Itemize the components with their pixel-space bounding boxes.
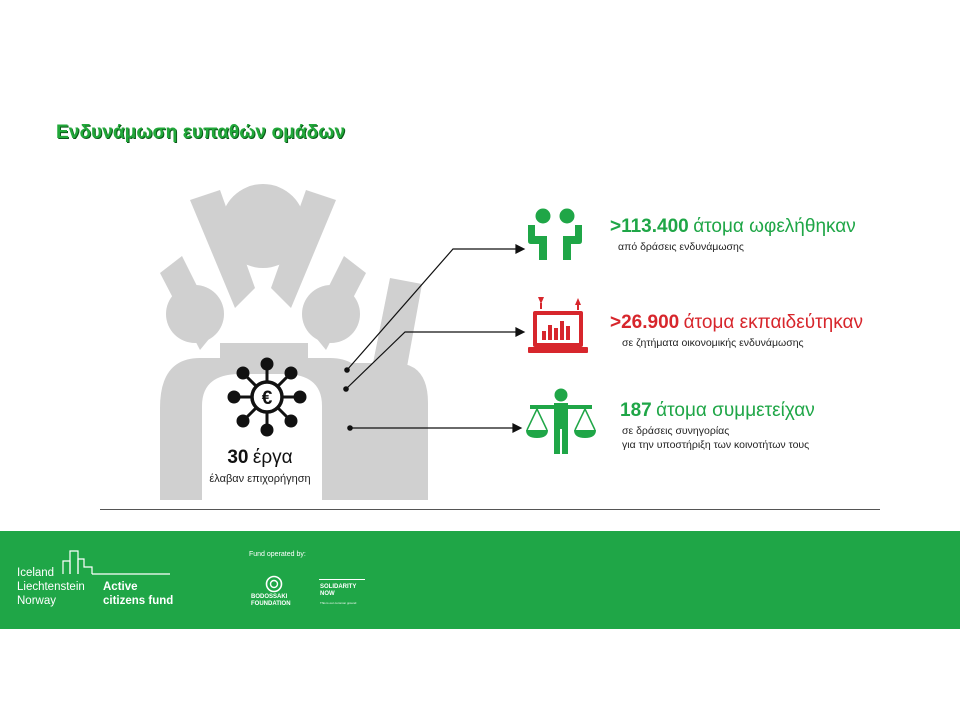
bodossaki-line2: FOUNDATION <box>251 601 291 607</box>
solidarity-line1: SOLIDARITY <box>320 584 357 590</box>
fund-name-line1: Active <box>103 581 138 593</box>
stat-beneficiaries-value: >113.400 <box>610 216 689 237</box>
operated-by-label: Fund operated by: <box>249 551 306 558</box>
solidarity-tagline: This is our common ground <box>320 601 357 605</box>
bodossaki-line1: BODOSSAKI <box>251 594 288 600</box>
scales-person-icon <box>526 388 596 454</box>
divider <box>100 509 880 510</box>
stat-trained-value: >26.900 <box>610 312 680 333</box>
stat-participants-subtitle-2: για την υποστήριξη των κοινοτήτων τους <box>622 439 810 451</box>
stat-beneficiaries-subtitle: από δράσεις ενδυνάμωσης <box>618 241 744 253</box>
projects-number: 30 <box>227 447 249 468</box>
bodossaki-logo-icon <box>265 575 283 593</box>
projects-word: έργα <box>252 447 293 468</box>
solidarity-line2: NOW <box>320 591 335 597</box>
eea-grants-logo-icon <box>62 549 172 575</box>
stat-beneficiaries <box>610 216 856 238</box>
page-title: Ενδυνάμωση ευπαθών ομάδων <box>56 122 346 143</box>
svg-text:€: € <box>261 388 273 409</box>
stat-participants-value: 187 <box>620 400 652 421</box>
euro-network-icon <box>226 356 308 438</box>
projects-subtitle: έλαβαν επιχορήγηση <box>209 473 311 485</box>
stat-trained-subtitle: σε ζητήματα οικονομικής ενδυνάμωσης <box>622 337 804 349</box>
stat-trained-label: άτομα εκπαιδεύτηκαν <box>683 312 863 333</box>
stat-participants-subtitle-1: σε δράσεις συνηγορίας <box>622 425 730 437</box>
two-people-icon <box>528 208 582 260</box>
footer <box>0 531 960 629</box>
stat-trained <box>610 312 863 334</box>
country-norway: Norway <box>17 595 56 607</box>
fund-name-line2: citizens fund <box>103 595 174 607</box>
stat-participants-label: άτομα συμμετείχαν <box>656 400 815 421</box>
projects-count <box>180 447 340 469</box>
stat-participants <box>620 400 815 422</box>
solidarity-top-rule <box>319 579 365 580</box>
country-iceland: Iceland <box>17 567 55 579</box>
stat-beneficiaries-label: άτομα ωφελήθηκαν <box>693 216 856 237</box>
laptop-chart-icon <box>528 297 588 357</box>
country-liechtenstein: Liechtenstein <box>17 581 85 593</box>
